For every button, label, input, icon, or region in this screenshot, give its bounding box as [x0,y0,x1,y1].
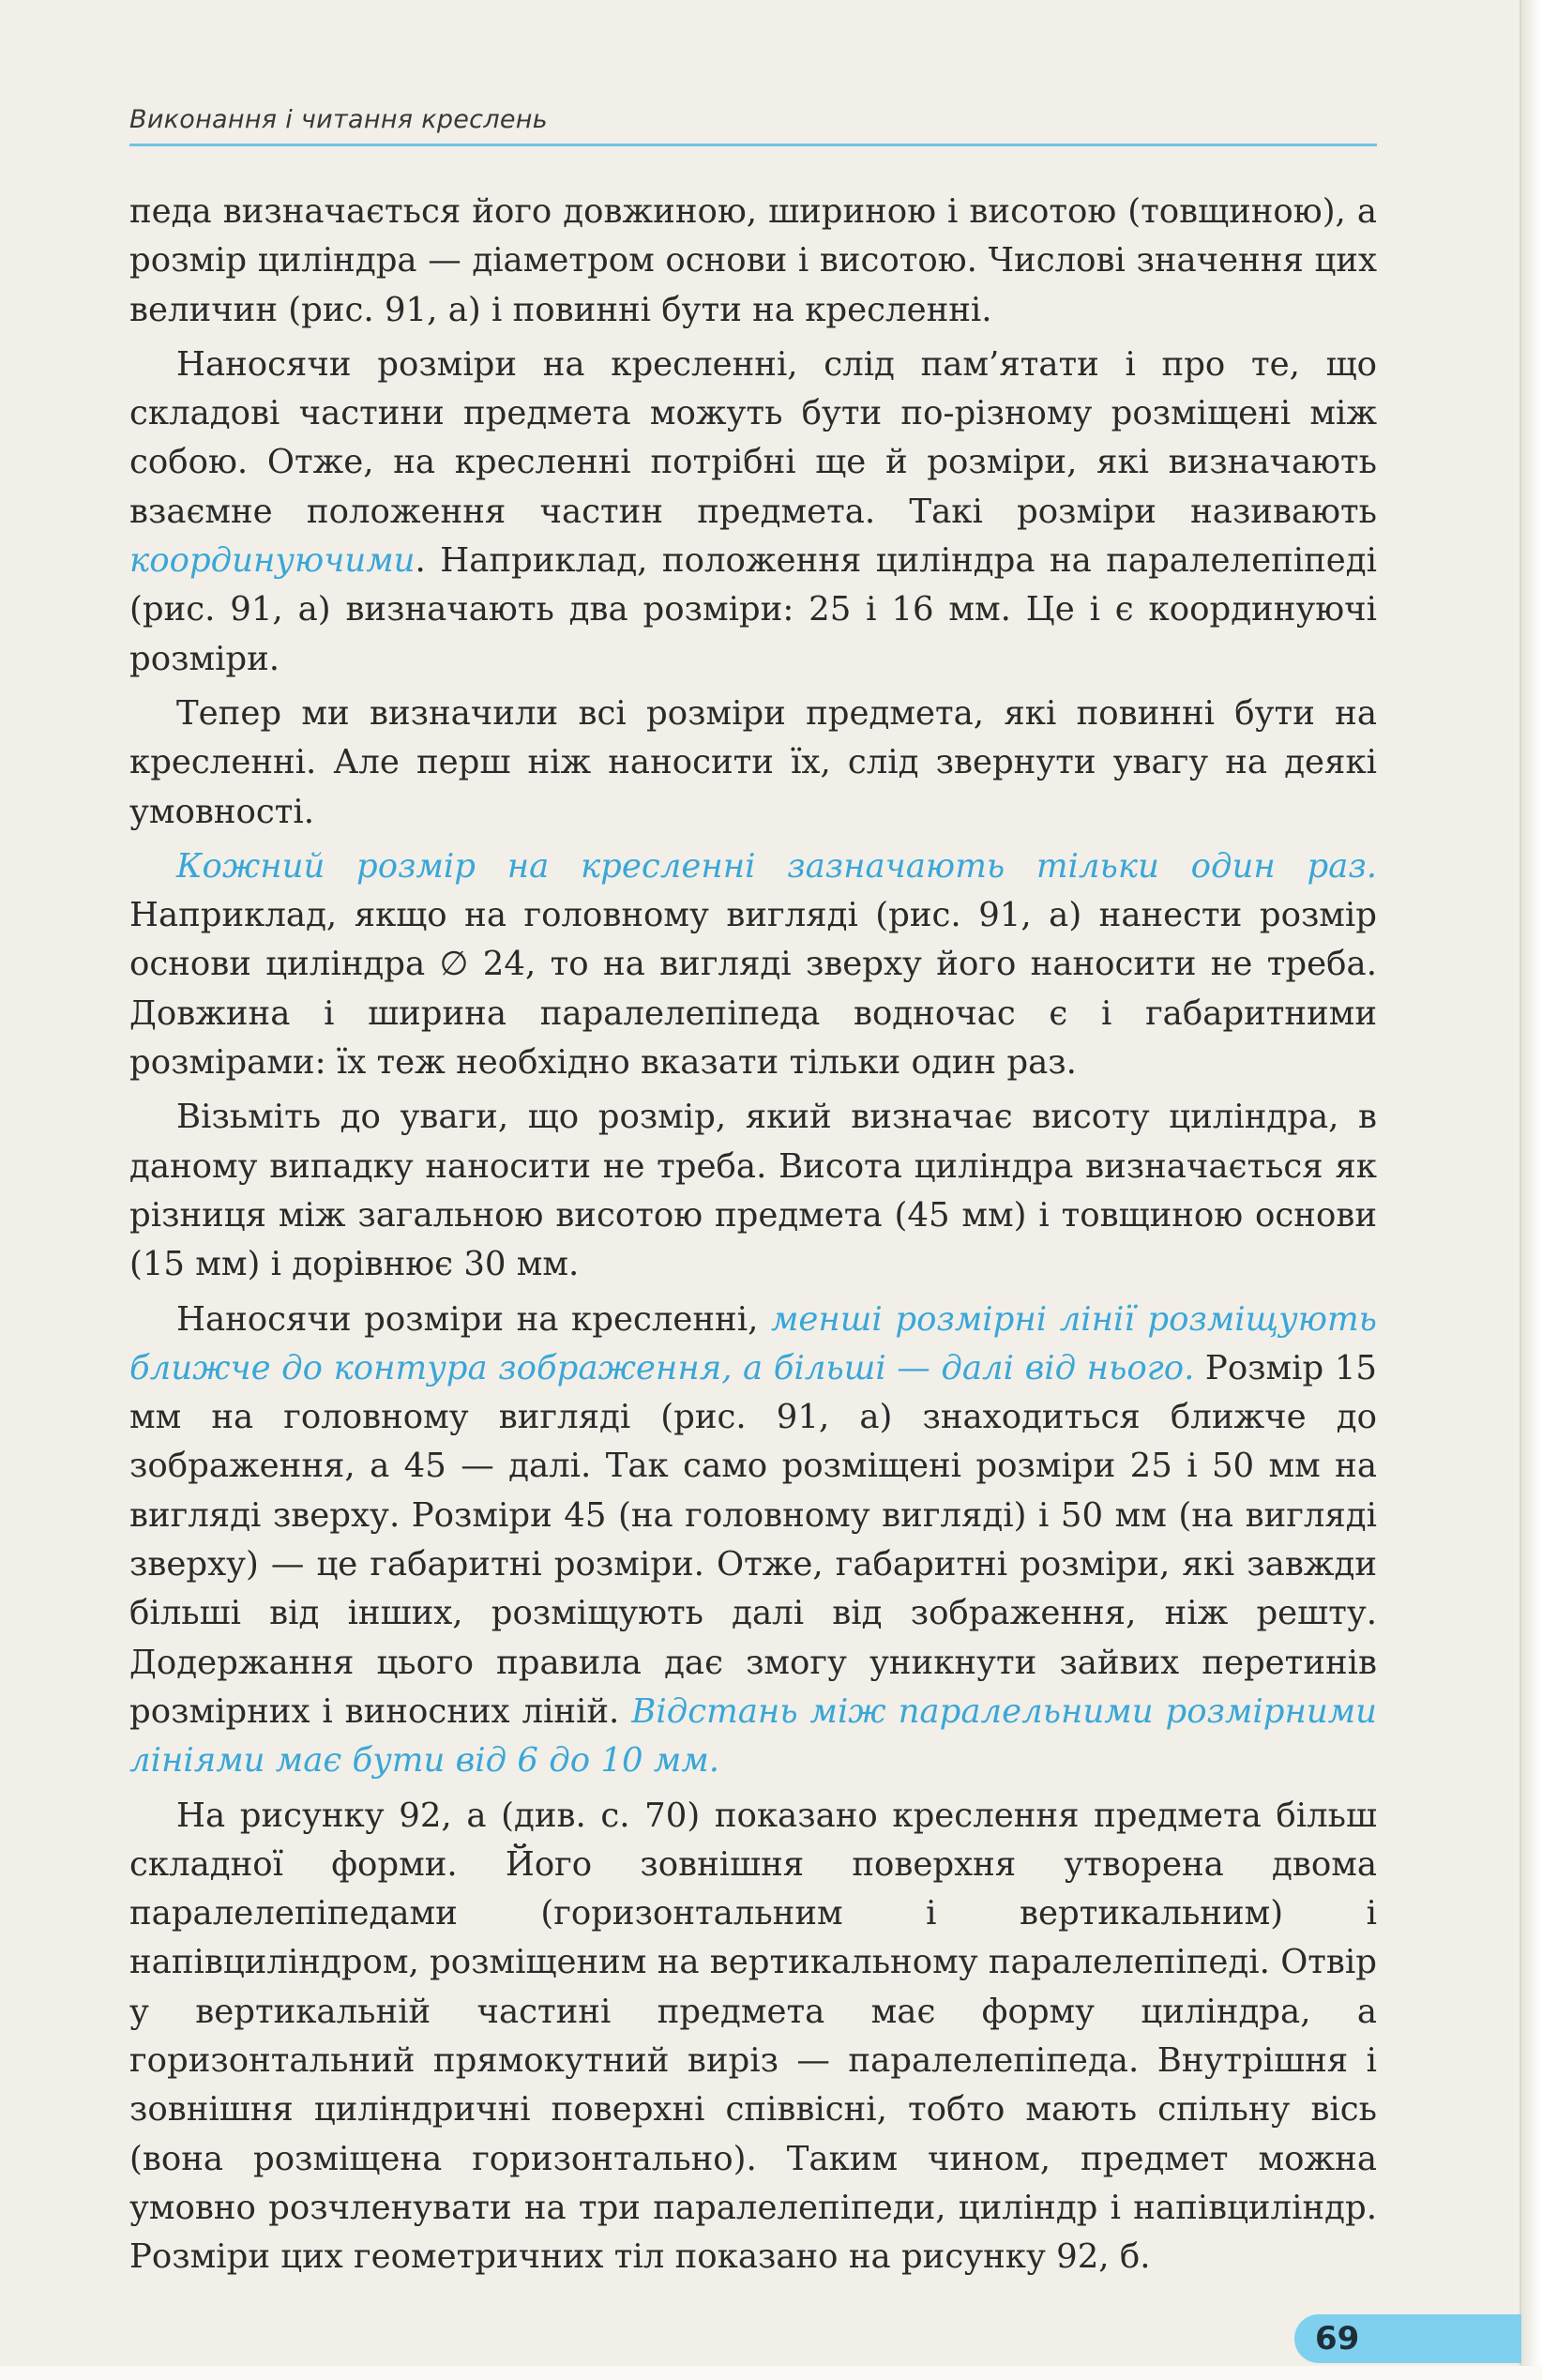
paragraph-5-text: Візьміть до уваги, що розмір, який визначає висоту циліндра, в даному випадку наносити не треба. Висота циліндра визначається як різниця між загальною висотою предмета (45 мм) і товщиною основи (15 мм) і дорівнює 30 мм. [129,1098,1377,1284]
paragraph-3-text: Тепер ми визначили всі розміри предмета, які повинні бути на кресленні. Але перш ніж наносити їх, слід звернути увагу на деякі умовності. [129,693,1377,831]
running-title: Виконання і читання креслень [129,105,548,134]
paragraph-6-text-b: Розмір 15 мм на головному вигляді (рис. 91, а) знаходиться ближче до зображення, а 45 — далі. Так само розміщені розміри 25 і 50 мм на вигляді зверху. Розміри 45 (на головному вигляді) і 50 мм (на вигляді зверху) — це габаритні розміри. Отже, габаритні розміри, які завжди більші від інших, розміщують далі від зображення, ніж решту. Додержання цього правила дає змогу уникнути зайвих перетинів розмірних і виносних ліній. [129,1348,1377,1731]
paragraph-7-text: На рисунку 92, а (див. с. 70) показано креслення предмета більш складної форми. Його зовнішня поверхня утворена двома паралелепіпедами (горизонтальним і вертикальним) і напівциліндром, розміщеним на вертикальному паралелепіпеді. Отвір у вертикальній частині предмета має форму циліндра, а горизонтальний прямокутний виріз — паралелепіпеда. Внутрішня і зовнішня циліндричні поверхні співвісні, тобто мають спільну вісь (вона розміщена горизонтально). Таким чином, предмет можна умовно розчленувати на три паралелепіпеди, циліндр і напівциліндр. Розміри цих геометричних тіл показано на рисунку 92, б. [129,1796,1377,2277]
paragraph-2 [129,341,1377,684]
paragraph-1-text: педа визначається його довжиною, шириною і висотою (товщиною), а розмір циліндра — діаметром основи і висотою. Числові значення цих величин (рис. 91, а) і повинні бути на кресленні. [129,192,1377,329]
paragraph-6 [129,1296,1377,1786]
page-number-tab [1294,2314,1521,2363]
header-rule [129,144,1377,146]
paragraph-5 [129,1093,1377,1289]
paragraph-1 [129,188,1377,335]
rule-highlight-1: Кожний розмір на кресленні зазначають тільки один раз. [176,846,1377,886]
paragraph-6-text-a: Наносячи розміри на кресленні, [176,1299,771,1339]
body-text [129,188,1377,2281]
page-header [129,105,1377,146]
paragraph-2-text-a: Наносячи розміри на кресленні, слід пам’ятати і про те, що складові частини предмета можуть бути по-різному розміщені між собою. Отже, на кресленні потрібні ще й розміри, які визначають взаємне положення частин предмета. Такі розміри називають [129,344,1377,531]
term-coordinating: координуючими [129,541,416,581]
paragraph-2-text-b: . Наприклад, положення циліндра на паралелепіпеді (рис. 91, а) визначають два розміри: 25 і 16 мм. Це і є координуючі розміри. [129,541,1377,678]
paragraph-4-text: Наприклад, якщо на головному вигляді (рис. 91, а) нанести розмір основи циліндра ∅ 24, то на вигляді зверху його наносити не треба. Довжина і ширина паралелепіпеда водночас є і габаритними розмірами: їх теж необхідно вказати тільки один раз. [129,896,1377,1083]
page-edge [1519,0,1542,2380]
page-number: 69 [1315,2320,1360,2357]
paragraph-7 [129,1792,1377,2282]
paragraph-4 [129,842,1377,1087]
paragraph-3 [129,690,1377,837]
bottom-margin [0,2366,1542,2380]
rule-highlight-2: менші розмірні лінії розміщують ближче до контура зображення, а більші — далі від нього. [129,1299,1377,1387]
rule-highlight-3: Відстань між паралельними розмірними лініями має бути від 6 до 10 мм. [129,1691,1377,1781]
